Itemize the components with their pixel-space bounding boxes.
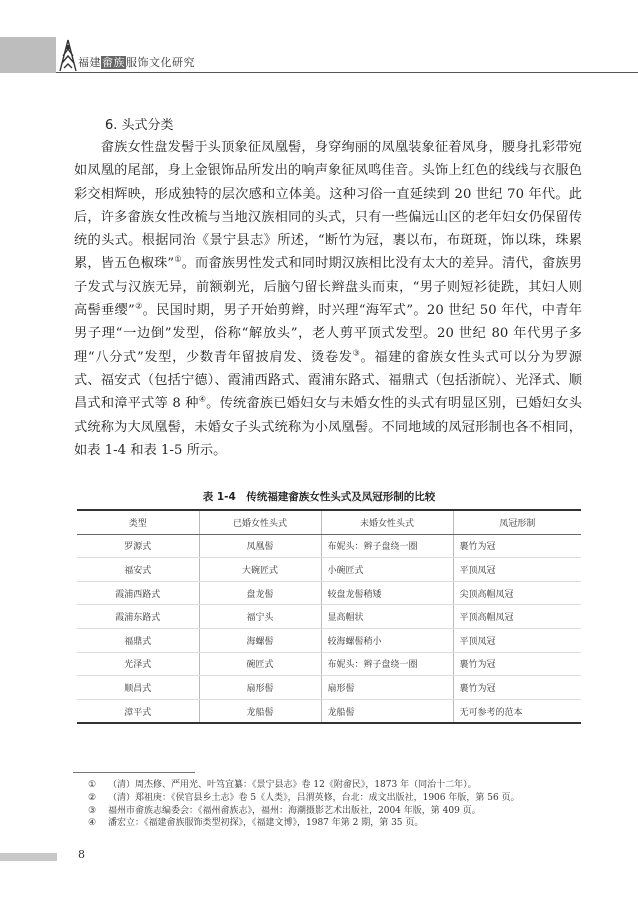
table-cell: 裹竹为冠 (453, 676, 581, 700)
table-cell: 平顶凤冠 (453, 628, 581, 652)
table-caption: 表 1-4 传统福建畲族女性头式及凤冠形制的比较 (202, 491, 436, 503)
table-row (77, 581, 581, 605)
header-gray-block (0, 37, 56, 73)
table-row (77, 652, 581, 676)
header-title: 福建畲族服饰文化研究 (78, 56, 195, 69)
table-cell: 漳平式 (77, 699, 199, 723)
header-ornament-icon (58, 38, 78, 72)
table-row (77, 628, 581, 652)
page-number: 8 (78, 848, 85, 861)
table-cell: 凤凰髻 (199, 534, 321, 558)
table-cell: 龙船髻 (199, 699, 321, 723)
footnote: ④ 潘宏立：《福建畲族服饰类型初探》，《福建文博》，1987 年第 2 期，第 35 页。 (88, 818, 424, 829)
table-row (77, 699, 581, 723)
body-paragraph: 畲族女性盘发髻于头顶象征凤凰髻，身穿绚丽的凤凰装象征着凤身，腰身扎彩带宛如凤凰的尾部，身上金银饰品所发出的响声象征凤鸣佳音。头饰上红色的线线与衣服色彩交相辉映，形成独特的层次感和立体美。这种习俗一直延续到 20 世纪 70 年代。此后，许多畲族女性改梳与当地汉族相同的头式，只有一些偏远山区的老年妇女仍保留传统的头式。根据同治《景宁县志》所述，“断竹为冠，裹以布，布斑斑，饰以珠，珠累累，皆五色椒珠”①。而畲族男性发式和同时期汉族相比没有太大的差异。清代，畲族男子发式与汉族无异，前额剃光，后脑勺留长辫盘头而束，“男子则短衫徒跣，其妇人则高髻垂缨”②。民国时期，男子开始剪辫，时兴理“海军式”。20 世纪 50 年代，中青年男子理“一边倒”发型，俗称“解放头”，老人剪平顶式发型。20 世纪 80 年代男子多理“八分式”发型，少数青年留披肩发、烫卷发③。福建的畲族女性头式可以分为罗源式、福安式（包括宁德）、霞浦西路式、霞浦东路式、福鼎式（包括浙皖）、光泽式、顺昌式和漳平式等 8 种④。传统畲族已婚妇女与未婚女性的头式有明显区别，已婚妇女头式统称为大凤凰髻，未婚女子头式统称为小凤凰髻。不同地域的凤冠形制也各不相同，如表 1-4 和表 1-5 所示。 (74, 140, 582, 458)
headdress-comparison-table (77, 509, 581, 724)
column-header: 未婚女性头式 (321, 510, 453, 534)
table-row (77, 534, 581, 558)
table-cell: 霞浦东路式 (77, 605, 199, 629)
footnote-ref-3: ③ (352, 348, 361, 358)
table-row (77, 558, 581, 582)
table-cell: 扇形髻 (321, 676, 453, 700)
table-cell: 福安式 (77, 558, 199, 582)
table-cell: 较盘龙髻稍矮 (321, 581, 453, 605)
table-cell: 布妮头：辫子盘绕一圈 (321, 652, 453, 676)
footnote: ② （清）郑祖庚：《侯官县乡土志》卷 5《人类》，吕渭英修，台北：成文出版社，1906 年版，第 56 页。 (88, 792, 520, 803)
table-cell: 较海螺髻稍小 (321, 628, 453, 652)
table-cell: 福宁头 (199, 605, 321, 629)
table-cell: 盘龙髻 (199, 581, 321, 605)
table-cell: 裹竹为冠 (453, 534, 581, 558)
footnote-ref-1: ① (174, 255, 182, 265)
footnote: ① （清）周杰修、严用光、叶笃宜纂：《景宁县志》卷 12《附畲民》，1873 年（同治十二年）。 (88, 780, 477, 790)
table-cell: 平顶高帽凤冠 (453, 605, 581, 629)
table-cell: 龙船髻 (321, 699, 453, 723)
column-header: 凤冠形制 (453, 510, 581, 534)
table-row (77, 676, 581, 700)
footnote: ③ 福州市畲族志编委会：《福州畲族志》，福州：海潮摄影艺术出版社，2004 年版，第 409 页。 (88, 805, 481, 816)
table-cell: 显高帽状 (321, 605, 453, 629)
header-title-highlight: 畲族 (102, 56, 125, 69)
table-cell: 海螺髻 (199, 628, 321, 652)
table-cell: 光泽式 (77, 652, 199, 676)
column-header: 类型 (77, 510, 199, 534)
footer-gray-bar (0, 853, 57, 861)
table-cell: 顺昌式 (77, 676, 199, 700)
footnotes (88, 777, 588, 828)
footnote-rule (73, 772, 195, 773)
table-cell: 无可参考的范本 (453, 699, 581, 723)
footnote-ref-2: ② (134, 301, 143, 311)
table-cell: 尖顶高帽凤冠 (453, 581, 581, 605)
table-cell: 罗源式 (77, 534, 199, 558)
table-cell: 平顶凤冠 (453, 558, 581, 582)
table-cell: 小碗匠式 (321, 558, 453, 582)
table-cell: 布妮头：辫子盘绕一圈 (321, 534, 453, 558)
table-cell: 大碗匠式 (199, 558, 321, 582)
table-row (77, 605, 581, 629)
table-cell: 福鼎式 (77, 628, 199, 652)
table-cell: 霞浦西路式 (77, 581, 199, 605)
header-rule (56, 72, 638, 73)
section-title: 6. 头式分类 (105, 118, 174, 133)
table-header-row (77, 510, 581, 534)
column-header: 已婚女性头式 (199, 510, 321, 534)
table-cell: 碗匠式 (199, 652, 321, 676)
footnote-ref-4: ④ (198, 394, 207, 404)
table-cell: 扇形髻 (199, 676, 321, 700)
table-cell: 裹竹为冠 (453, 652, 581, 676)
